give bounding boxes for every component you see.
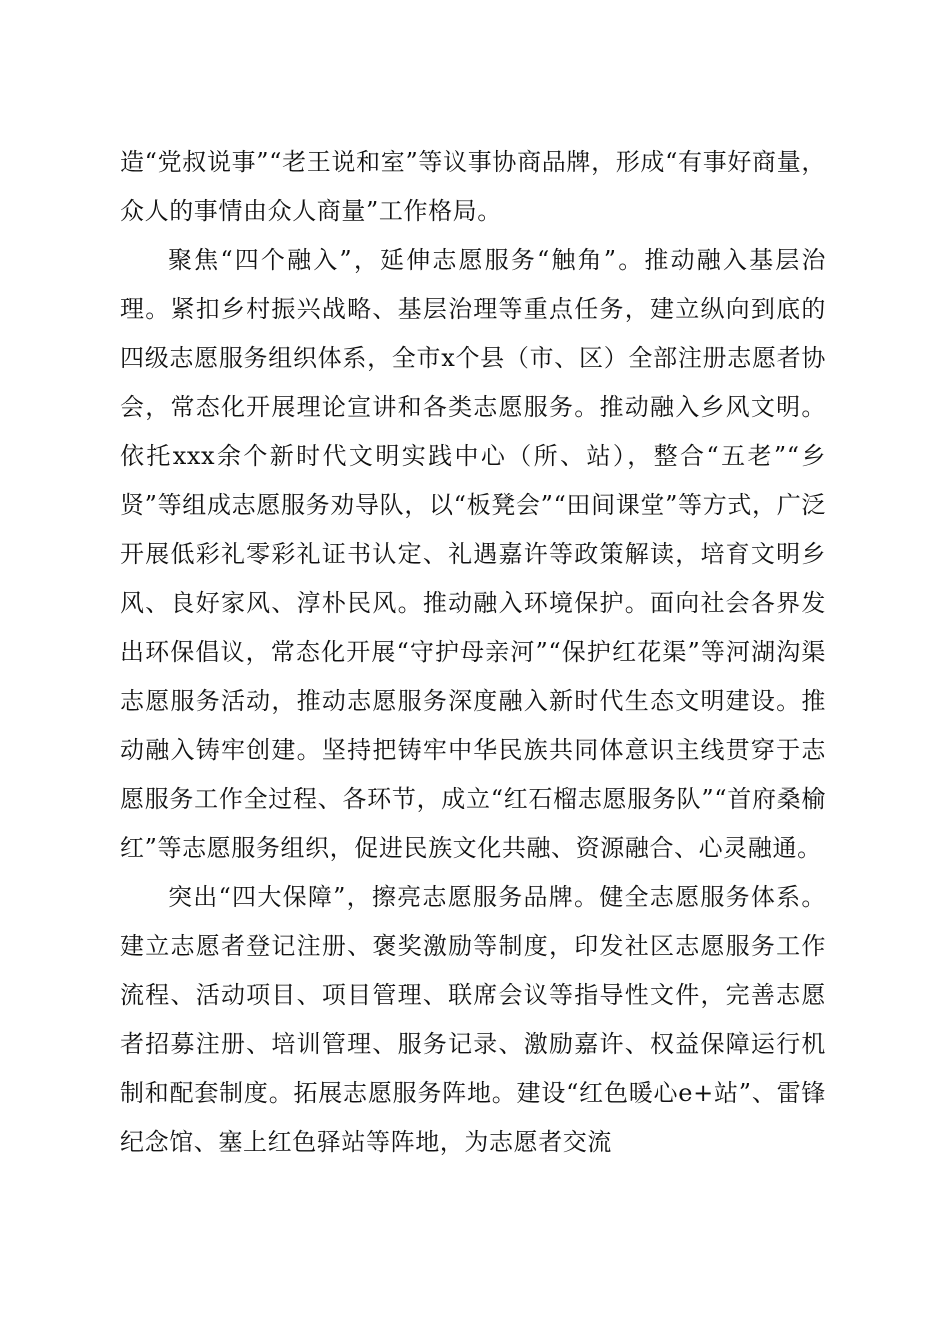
paragraph-four-integrations: 聚焦“四个融入”，延伸志愿服务“触角”。推动融入基层治理。紧扣乡村振兴战略、基层治理等重点任务，建立纵向到底的四级志愿服务组织体系，全市x个县（市、区）全部注册志愿者协会，常态化开展理论宣讲和各类志愿服务。推动融入乡风文明。依托xxx余个新时代文明实践中心（所、站），整合“五老”“乡贤”等组成志愿服务劝导队，以“板凳会”“田间课堂”等方式，广泛开展低彩礼零彩礼证书认定、礼遇嘉许等政策解读，培育文明乡风、良好家风、淳朴民风。推动融入环境保护。面向社会各界发出环保倡议，常态化开展“守护母亲河”“保护红花渠”等河湖沟渠志愿服务活动，推动志愿服务深度融入新时代生态文明建设。推动融入铸牢创建。坚持把铸牢中华民族共同体意识主线贯穿于志愿服务工作全过程、各环节，成立“红石榴志愿服务队”“首府桑榆红”等志愿服务组织，促进民族文化共融、资源融合、心灵融通。 bbox=[120, 246, 826, 862]
paragraph-four-guarantees: 突出“四大保障”，擦亮志愿服务品牌。健全志愿服务体系。建立志愿者登记注册、褒奖激励等制度，印发社区志愿服务工作流程、活动项目、项目管理、联席会议等指导性文件，完善志愿者招募注册、培训管理、服务记录、激励嘉许、权益保障运行机制和配套制度。拓展志愿服务阵地。建设“红色暖心e+站”、雷锋纪念馆、塞上红色驿站等阵地，为志愿者交流 bbox=[120, 883, 826, 1156]
paragraph-continuation: 造“党叔说事”“老王说和室”等议事协商品牌，形成“有事好商量，众人的事情由众人商量”工作格局。 bbox=[120, 148, 826, 225]
document-body bbox=[120, 138, 826, 1167]
